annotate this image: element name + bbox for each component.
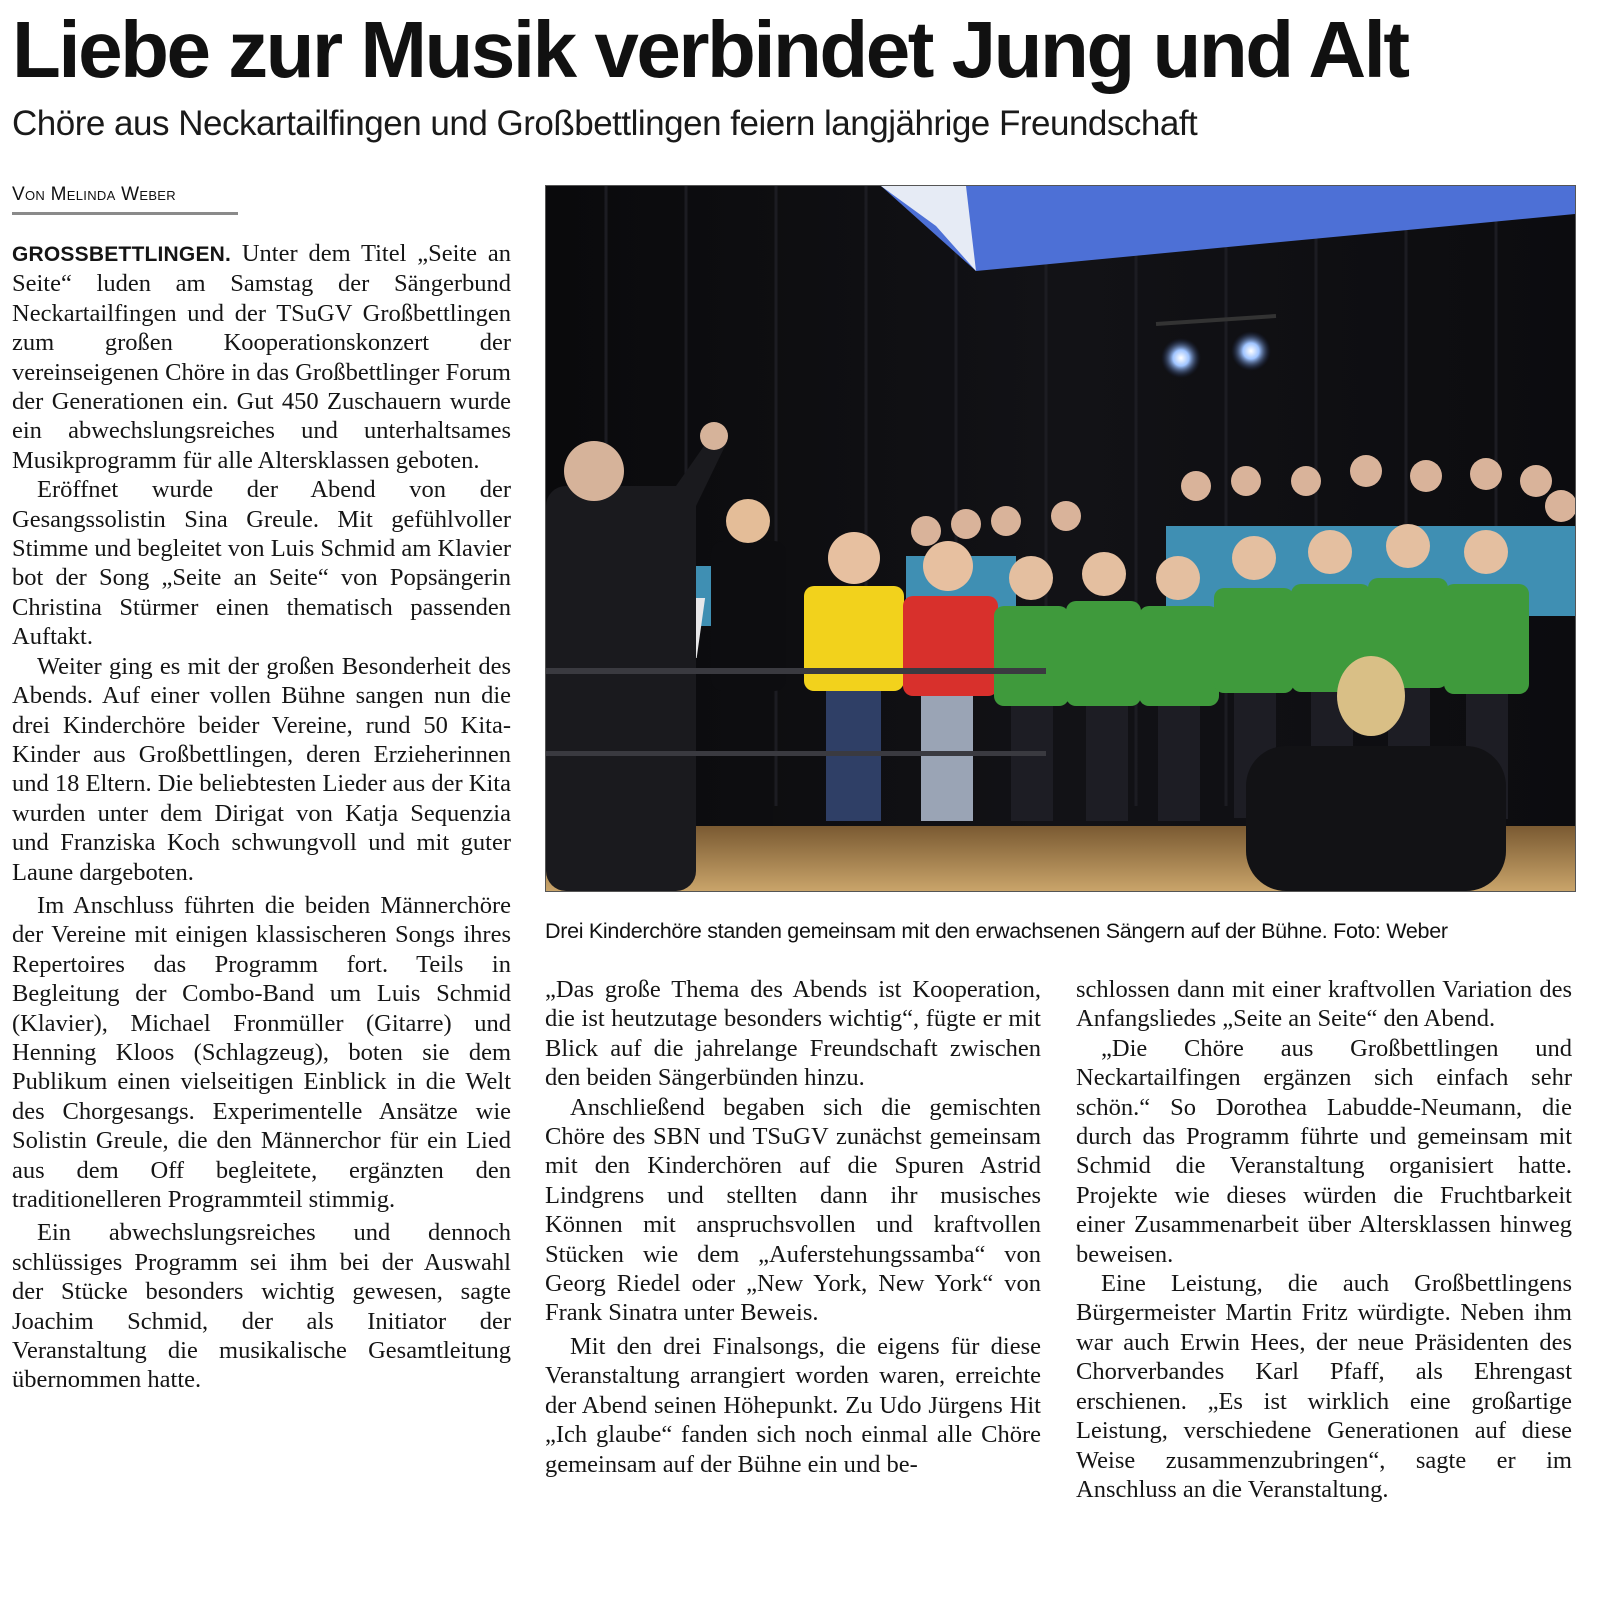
- paragraph: Anschließend begaben sich die gemischten Chöre des SBN und TSuGV zunächst gemeinsam mit den Kinderchören auf die Spuren Astrid Lindgrens und stellten dann ihr musisches Können mit anspruchsvollen und kraftvollen Stücken wie dem „Auferstehungssamba“ von Georg Riedel oder „New York, New York“ von Frank Sinatra unter Beweis.: [545, 1093, 1041, 1327]
- photo-caption: Drei Kinderchöre standen gemeinsam mit den erwachsenen Sängern auf der Bühne. Foto: Weber: [545, 919, 1448, 943]
- paragraph: Eine Leistung, die auch Großbettlingens Bürgermeister Martin Fritz würdigte. Neben ihm war auch Erwin Hees, der neue Präsidenten des Chorverbandes Karl Pfaff, als Ehrengast erschienen. „Es ist wirklich eine großartige Leistung, verschiedene Generationen auf diese Weise zusammenzubringen“, sagte er im Anschluss an die Veranstaltung.: [1076, 1270, 1572, 1503]
- byline: Von Melinda Weber: [12, 182, 238, 215]
- article-column-1: [12, 239, 511, 1395]
- paragraph: Mit den drei Finalsongs, die eigens für diese Veranstaltung arrangiert worden waren, erreichte der Abend seinen Höhepunkt. Zu Udo Jürgens Hit „Ich glaube“ fanden sich noch einmal alle Chöre gemeinsam auf der Bühne ein und be-: [545, 1332, 1041, 1478]
- paragraph: Im Anschluss führten die beiden Männerchöre der Vereine mit einigen klassischeren Songs ihres Repertoires das Programm fort. Teils in Begleitung der Combo-Band um Luis Schmid (Klavier), Michael Fronmüller (Gitarre) und Henning Kloos (Schlagzeug), boten sie dem Publikum einen vielseitigen Einblick in die Welt des Chorgesangs. Experimentelle Ansätze wie Solistin Greule, die den Männerchor für ein Lied aus dem Off begleitete, ergänzten den traditionelleren Programmteil stimmig.: [12, 891, 511, 1213]
- article-column-3: [1076, 975, 1572, 1504]
- paragraph: Weiter ging es mit der großen Besonderheit des Abends. Auf einer vollen Bühne sangen nun die drei Kinderchöre beider Vereine, rund 50 Kita-Kinder aus Großbettlingen, deren Erzieherinnen und 18 Eltern. Die beliebtesten Lieder aus der Kita wurden unter dem Dirigat von Katja Sequenzia und Franziska Koch schwungvoll und mit guter Laune dargeboten.: [12, 652, 511, 886]
- paragraph-text: Unter dem Titel „Seite an Seite“ luden am Samstag der Sängerbund Neckartailfingen und der TSuGV Großbettlingen zum großen Kooperationskonzert der vereinseigenen Chöre in das Großbettlinger Forum der Generationen ein. Gut 450 Zuschauern wurde ein abwechslungsreiches und unterhaltsames Musikprogramm für alle Altersklassen geboten.: [12, 240, 511, 474]
- dateline: GROSSBETTLINGEN.: [12, 243, 232, 266]
- paragraph: „Das große Thema des Abends ist Kooperation, die ist heutzutage besonders wichtig“, fügte er mit Blick auf die jahrelange Freundschaft zwischen den beiden Sängerbünden hinzu.: [545, 976, 1041, 1092]
- paragraph: „Die Chöre aus Großbettlingen und Neckartailfingen ergänzen sich einfach sehr schön.“ So Dorothea Labudde-Neumann, die durch das Programm führte und gemeinsam mit Schmid die Veranstaltung organisiert hatte. Projekte wie dieses würden die Fruchtbarkeit einer Zusammenarbeit über Altersklassen hinweg beweisen.: [1076, 1034, 1572, 1268]
- concert-photo: [545, 185, 1576, 892]
- paragraph: Eröffnet wurde der Abend von der Gesangssolistin Sina Greule. Mit gefühlvoller Stimme und begleitet von Luis Schmid am Klavier bot der Song „Seite an Seite“ von Popsängerin Christina Stürmer einen thematisch passenden Auftakt.: [12, 476, 511, 651]
- concert-photo-illustration: [546, 186, 1575, 891]
- headline: Liebe zur Musik verbindet Jung und Alt: [12, 5, 1408, 94]
- paragraph: schlossen dann mit einer kraftvollen Variation des Anfangsliedes „Seite an Seite“ den Abend.: [1076, 976, 1572, 1033]
- paragraph: [12, 239, 511, 475]
- article-column-2: [545, 975, 1041, 1479]
- subheadline: Chöre aus Neckartailfingen und Großbettlingen feiern langjährige Freundschaft: [12, 104, 1198, 143]
- paragraph: Ein abwechslungsreiches und dennoch schlüssiges Programm sei ihm bei der Auswahl der Stücke besonders wichtig gewesen, sagte Joachim Schmid, der als Initiator der Veranstaltung die musikalische Gesamtleitung übernommen hatte.: [12, 1219, 511, 1394]
